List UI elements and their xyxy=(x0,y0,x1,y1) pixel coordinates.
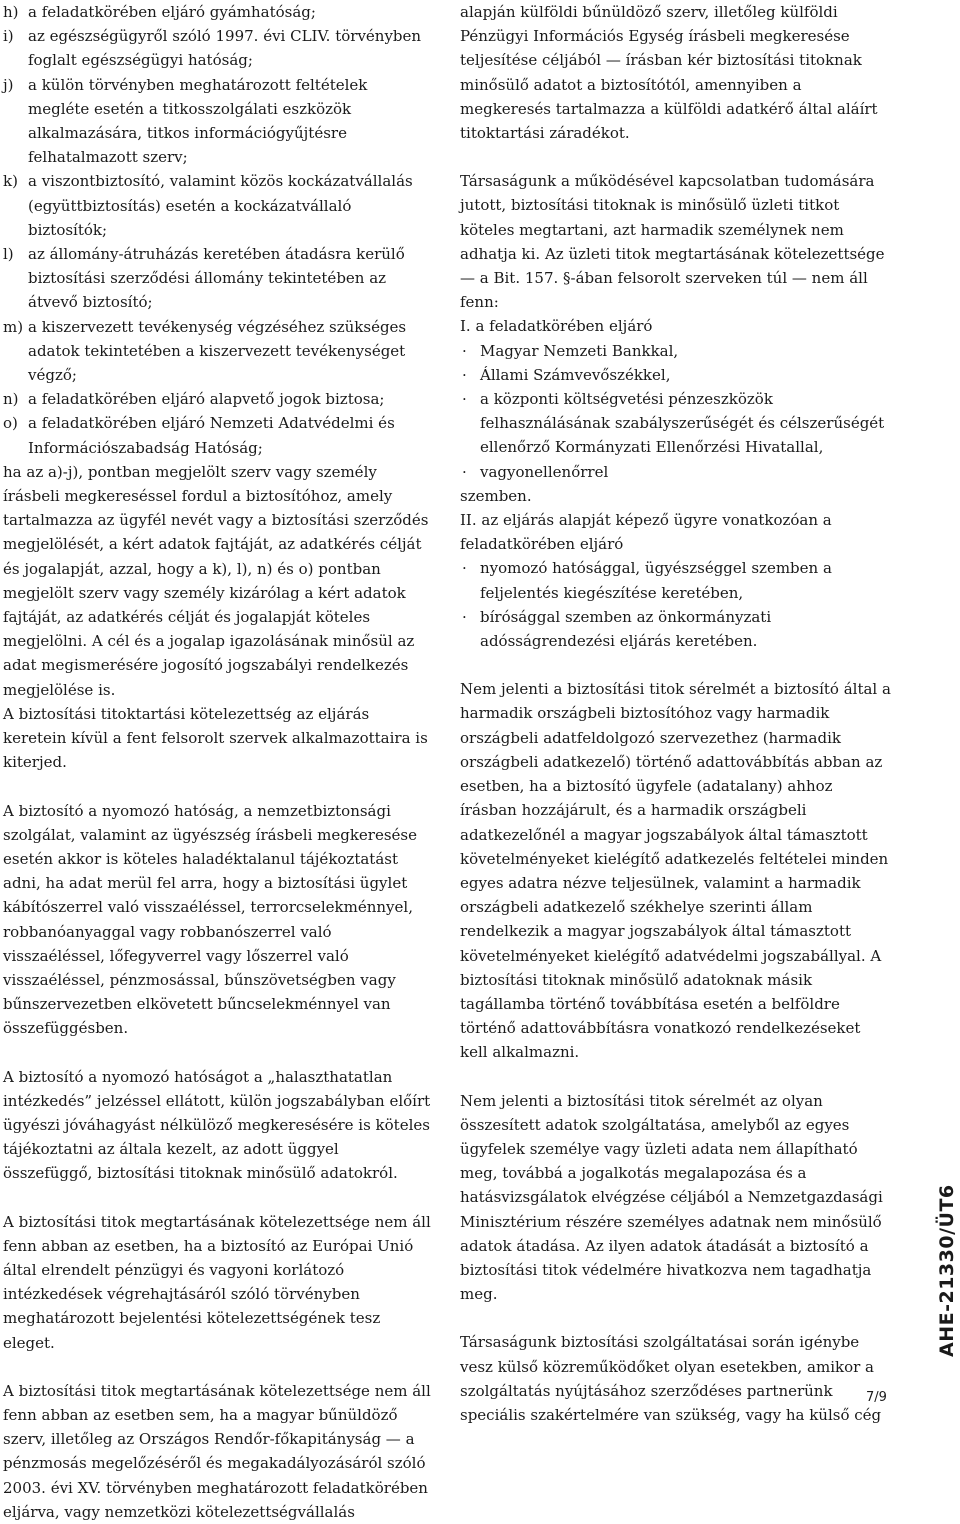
paragraph-eu-sanctions: A biztosítási titok megtartásának kötelezettsége nem áll fenn abban az esetben, ha a biztosító az Európai Unió által elrendelt pénzügyi és vagyoni korlátozó intézkedések végrehajtásáról szóló törvényben meghatározott bejelentési kötelezettségének tesz eleget. xyxy=(3,1212,431,1352)
list-item-text: a viszontbiztosító, valamint közös kockázatvállalás (együttbiztosítás) esetén a kockázatvállaló biztosítók; xyxy=(28,172,413,239)
bullet-item: · vagyonellenőrrel xyxy=(462,462,609,481)
paragraph-third-country: Nem jelenti a biztosítási titok sérelmét a biztosító által a harmadik országbeli biztosítóhoz vagy harmadik országbeli adatfeldolgozó szervezethez (harmadik országbeli adatkezelő) történő adattovábbítás abban az esetben, ha a biztosító ügyfele (adatalany) ahhoz írásban hozzájárult, és a harmadik országbeli adatkezelőnél a magyar jogszabályok által támasztott követelményeket kielégítő adatkezelés feltételei minden egyes adatra nézve teljesülnek, valamint a harmadik országbeli adatkezelő székhelye szerinti állam rendelkezik a magyar jogszabályok által támasztott követelményeket kielégítő adatvédelmi jogszabállyal. A biztosítási titoknak minősülő adatoknak másik tagállamba történő továbbítása esetén a belföldre történő adattovábbításra vonatkozó rendelkezéseket kell alkalmazni. xyxy=(460,680,891,1062)
list-marker: i) xyxy=(3,27,14,46)
list-item xyxy=(3,411,431,459)
group-one-heading: I. a feladatkörében eljáró xyxy=(460,317,653,336)
list-marker: m) xyxy=(3,317,24,336)
paragraph-external-partners: Társaságunk biztosítási szolgáltatásai során igénybe vesz külső közreműködőket olyan esetekben, amikor a szolgáltatás nyújtásához szerződéses partnerünk speciális szakértelmére van szükség, vagy ha külső cég xyxy=(460,1333,882,1424)
right-column xyxy=(460,0,892,1427)
bullet-item: · a központi költségvetési pénzeszközök felhasználásának szabályszerűségét és célszerűségét ellenőrző Kormányzati Ellenőrzési Hivatallal, xyxy=(462,390,885,457)
bullet-item: · nyomozó hatósággal, ügyészséggel szemben a feljelentés kiegészítése keretében, xyxy=(462,559,832,602)
bullet-item: · bírósággal szemben az önkormányzati adósságrendezési eljárás keretében. xyxy=(462,607,772,651)
bullet-item: · Magyar Nemzeti Bankkal, xyxy=(462,341,679,360)
page-number: 7/9 xyxy=(866,1390,887,1405)
bullet-item: · Állami Számvevőszékkel, xyxy=(462,365,671,384)
list-item xyxy=(3,315,431,388)
paragraph-aggregated-data: Nem jelenti a biztosítási titok sérelmét az olyan összesített adatok szolgáltatása, amelyből az egyes ügyfelek személye vagy üzleti adata nem állapítható meg, továbbá a jogalkotás megalapozása és a hatásvizsgálatok elvégzése céljából a Nemzetgazdasági Minisztérium részére személyes adatnak nem minősülő adatok átadása. Az ilyen adatok átadását a biztosító a biztosítási titok védelmére hivatkozva nem tagadhatja meg. xyxy=(460,1091,883,1304)
group-one-closing: szemben. xyxy=(460,486,532,505)
list-item-text: az állomány-átruházás keretében átadásra kerülő biztosítási szerződési állomány tekintetében az átvevő biztosító; xyxy=(28,245,405,312)
list-marker: j) xyxy=(3,75,14,94)
list-item-text: a feladatkörében eljáró gyámhatóság; xyxy=(28,3,316,21)
list-item xyxy=(3,24,431,72)
paragraph-foreign-request: alapján külföldi bűnüldöző szerv, illetőleg külföldi Pénzügyi Információs Egység írásbeli megkeresése teljesítése céljából — írásban kér biztosítási titoknak minősülő adatot a biztosítótól, amennyiben a megkeresés tartalmazza a külföldi adatkérő által aláírt titoktartási záradékot. xyxy=(460,3,878,143)
list-item xyxy=(3,242,431,315)
list-item xyxy=(3,387,431,411)
list-item xyxy=(3,73,431,170)
document-code: AHE-21330/ÜT6 xyxy=(936,1184,958,1357)
left-column xyxy=(3,0,431,1524)
list-marker: l) xyxy=(3,245,14,264)
list-item-text: a külön törvényben meghatározott feltételek megléte esetén a titkosszolgálati eszközök alkalmazására, titkos információgyűjtésre felhatalmazott szerv; xyxy=(28,75,368,167)
list-item-text: a feladatkörében eljáró Nemzeti Adatvédelmi és Információszabadság Hatóság; xyxy=(28,414,395,457)
paragraph-police-request: A biztosítási titok megtartásának kötelezettsége nem áll fenn abban az esetben sem, ha a magyar bűnüldöző szerv, illetőleg az Országos Rendőr-főkapitányság — a pénzmosás megelőzéséről és megakadályozásáról szóló 2003. évi XV. törvényben meghatározott feladatkörében eljárva, vagy nemzetközi kötelezettségvállalás xyxy=(3,1381,431,1521)
paragraph-business-secret: Társaságunk a működésével kapcsolatban tudomására jutott, biztosítási titoknak is minősülő üzleti titkot köteles megtartani, azt harmadik személynek nem adhatja ki. Az üzleti titok megtartásának kötelezettsége — a Bit. 157. §-ában felsorolt szerveken túl — nem áll fenn: xyxy=(460,172,885,312)
list-item xyxy=(3,169,431,242)
list-marker: k) xyxy=(3,172,18,191)
paragraph-requirements: ha az a)-j), pontban megjelölt szerv vagy személy írásbeli megkereséssel fordul a biztosítóhoz, amely tartalmazza az ügyfél nevét vagy a biztosítási szerződés megjelölését, a kért adatok fajtáját, az adatkérés célját és jogalapját, azzal, hogy a k), l), n) és o) pontban megjelölt szerv vagy személy kizárólag a kért adatok fajtáját, az adatkérés célját és jogalapját köteles megjelölni. A cél és a jogalap igazolásának minősül az adat megismerésére jogosító jogszabályi rendelkezés megjelölése is. xyxy=(3,462,429,699)
list-marker: o) xyxy=(3,414,18,433)
list-marker: n) xyxy=(3,390,19,409)
list-item-text: a feladatkörében eljáró alapvető jogok biztosa; xyxy=(28,390,385,409)
paragraph-urgent-measure: A biztosító a nyomozó hatóságot a „halaszthatatlan intézkedés” jelzéssel ellátott, külön jogszabályban előírt ügyészi jóváhagyást nélkülöző megkeresésére is köteles tájékoztatni az általa kezelt, az adott üggyel összefüggő, biztosítási titoknak minősülő adatokról. xyxy=(3,1067,431,1183)
paragraph-employees: A biztosítási titoktartási kötelezettség az eljárás keretein kívül a fent felsorolt szervek alkalmazottaira is kiterjed. xyxy=(3,704,428,772)
group-two-heading: II. az eljárás alapját képező ügyre vonatkozóan a feladatkörében eljáró xyxy=(460,511,832,554)
list-marker: h) xyxy=(3,3,19,21)
list-item xyxy=(3,0,431,24)
list-item-text: a kiszervezett tevékenység végzéséhez szükséges adatok tekintetében a kiszervezett tevékenységet végző; xyxy=(28,317,407,385)
list-item-text: az egészségügyről szóló 1997. évi CLIV. törvényben foglalt egészségügyi hatóság; xyxy=(28,27,422,70)
paragraph-investigative-authority: A biztosító a nyomozó hatóság, a nemzetbiztonsági szolgálat, valamint az ügyészség írásbeli megkeresése esetén akkor is köteles haladéktalanul tájékoztatást adni, ha adat merül fel arra, hogy a biztosítási ügylet kábítószerrel való visszaéléssel, terrorcselekménnyel, robbanóanyaggal vagy robbanószerrel való visszaéléssel, lőfegyverrel vagy lőszerrel való visszaéléssel, pénzmosással, bűnszövetségben vagy bűnszervezetben elkövetett bűncselekménnyel van összefüggésben. xyxy=(3,801,418,1038)
